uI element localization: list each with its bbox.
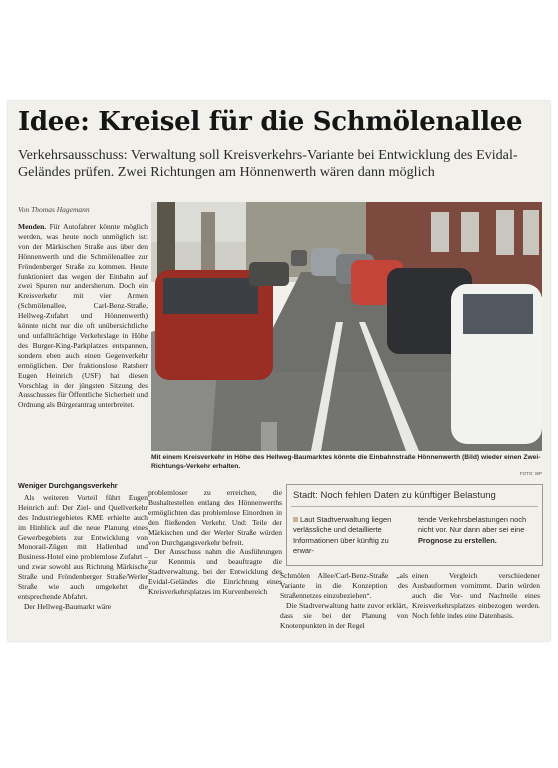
info-box-column-2	[418, 515, 536, 546]
dateline: Menden.	[18, 222, 47, 231]
article-paragraph-6: Schmölen Allee/Carl-Benz-Straße „als Variante in die Konzeption des Straßennetzes einzubeziehen“.	[280, 571, 408, 600]
article-paragraph-7: Die Stadtverwaltung hatte zuvor erklärt, dass sie bei der Planung von Knotenpunkten in der Regel	[280, 600, 408, 630]
photo-caption: Mit einem Kreisverkehr in Höhe des Hellweg-Baumarktes könnte die Einbahnstraße Hönnenwerth (Bild) wieder einen Zwei-Richtungs-Verkehr erhalten.	[151, 454, 541, 470]
info-box	[286, 484, 543, 566]
article-paragraph-4: problemloser zu erreichen, die Bushaltestellen entlang des Hönnenwerths ermöglichten das problemlose Einordnen in den fließenden Verkehr. Und: Teile der Märkischen und der Werler Straße würden von Durchgangsverkehr befreit.	[148, 488, 282, 547]
article-column-1	[18, 222, 148, 410]
article-paragraph-1: Für Autofahrer könnte möglich werden, was heute noch unmöglich ist: von der Märkischen Straße aus über den Hönnenwerth und die Schmölenallee zur Fröndenberger Straße zu kommen. Heute funktioniert das wegen der Einbahn auf zwei Spuren nur andersherum. Doch ein Kreisverkehr mit vier Armen (Schmölenallee, Carl-Benz-Straße, Hellweg-Zufahrt und Hönnenwerth) könnte nicht nur die oft unübersichtliche und unfallträchtige Verkehrslage in Höhe des Burger-King-Parkplatzes entspannen, sondern eben auch einen Gegenverkehr ermöglichen. Der fraktionslose Ratsherr Eugen Heinrich (USF) hat diesen Vorschlag in der jüngsten Sitzung des Ausschusses für Öffentliche Sicherheit und Ordnung als Bürgerantrag unterbreitet.	[18, 222, 148, 410]
article-paragraph-5: Der Ausschuss nahm die Ausführungen zur Kenntnis und beauftragte die Stadtverwaltung, bei der Entwicklung des Evidal-Geländes die Einrichtung eines Kreisverkehrsplatzes im Kurvenbereich	[148, 547, 282, 597]
article-column-1-lower	[18, 481, 148, 612]
article-paragraph-2: Als weiteren Vorteil führt Eugen Heinrich auf: Der Ziel- und Quellverkehr des Industriegebietes KME erhielte auch im Hinblick auf die neue Planung eines Gewerbegebiets zur Entwicklung von Monorail-Zügen mit Hallenbad und Business-Hotel eine problemlose Zufahrt – und zwar sowohl aus Richtung Märkische Straße und Fröndenberger Straße/Werler Straße wie auch umgekehrt die entsprechende Abfahrt.	[18, 492, 148, 601]
article-column-2	[148, 488, 282, 597]
headline: Idee: Kreisel für die Schmölenallee	[18, 107, 523, 137]
street-photo	[151, 202, 542, 451]
article-column-3	[280, 571, 408, 630]
article-paragraph-3: Der Hellweg-Baumarkt wäre	[24, 601, 112, 611]
byline: Von Thomas Hagemann	[18, 205, 90, 214]
info-box-text-2: tende Verkehrsbelastungen noch nicht vor. Nur dann aber sei eine	[418, 515, 527, 535]
info-box-divider	[291, 506, 538, 507]
article-column-4	[412, 571, 540, 621]
bullet-marker-icon	[293, 517, 298, 522]
info-box-text-1: Laut Stadtverwaltung liegen verlässliche und detaillierte Informationen über künftig zu erwar-	[293, 515, 392, 556]
article-paragraph-8: einen Vergleich verschiedener Ausbauformen vornimmt. Darin würden auch die Vor- und Nachteile eines Kreisverkehrsplatzes einbezogen werden. Noch fehle indes eine Datenbasis.	[412, 571, 540, 620]
subheadline: Verkehrsausschuss: Verwaltung soll Kreisverkehrs-Variante bei Entwicklung des Evidal-Geländes prüfen. Zwei Richtungen am Hönnenwerth wären dann möglich	[18, 147, 518, 180]
info-box-emphasis: Prognose zu erstellen.	[418, 535, 497, 545]
photo-credit: FOTO: WP	[519, 471, 542, 476]
section-heading: Weniger Durchgangsverkehr	[18, 481, 118, 490]
info-box-title: Stadt: Noch fehlen Daten zu künftiger Belastung	[293, 490, 496, 501]
newspaper-clipping	[8, 101, 550, 641]
info-box-column-1	[293, 515, 411, 557]
